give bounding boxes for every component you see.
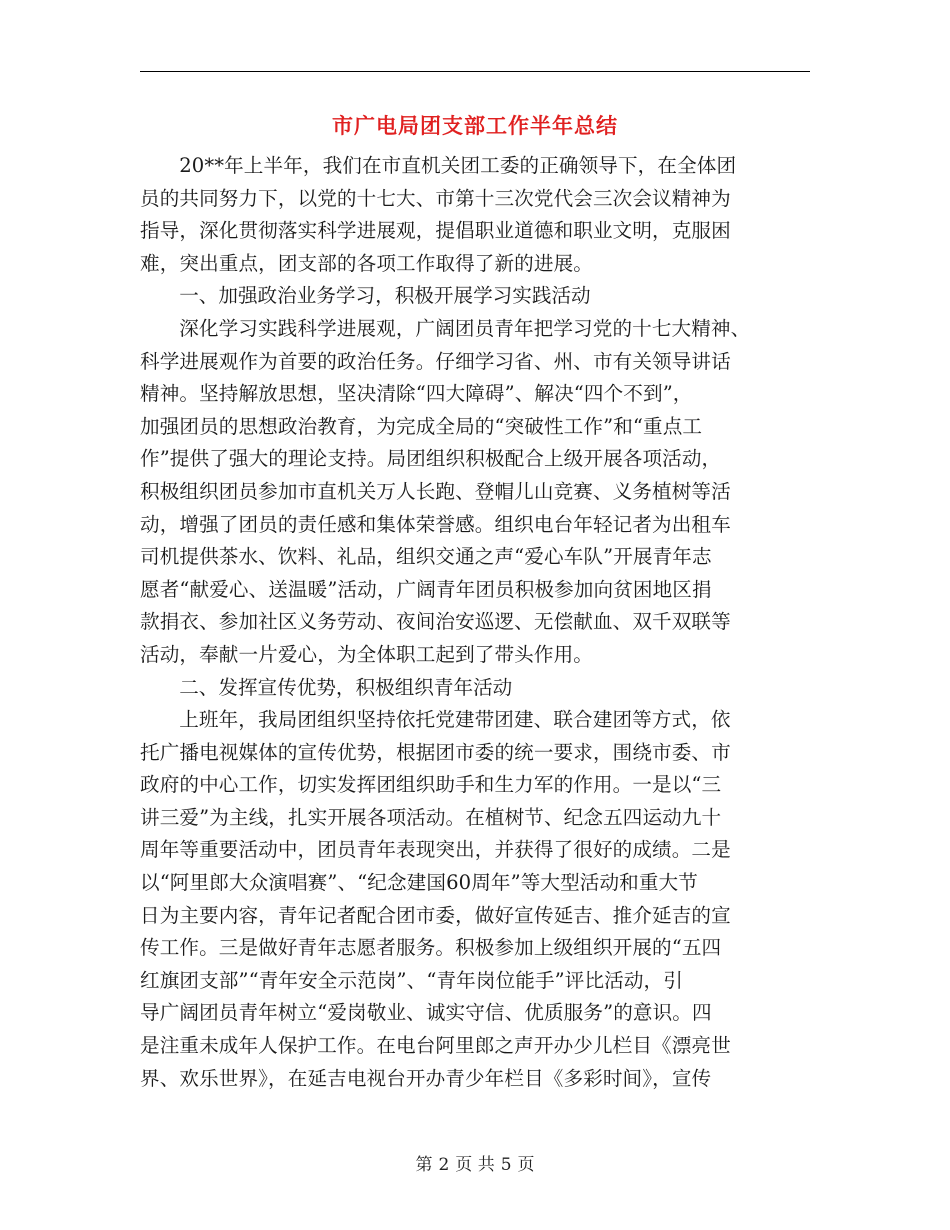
footer-middle: 页 共 bbox=[455, 1155, 495, 1175]
paragraph-section-1: 深化学习实践科学进展观，广阔团员青年把学习党的十七大精神、 科学进展观作为首要的政治任务。仔细学习省、州、市有关领导讲话 精神。坚持解放思想，坚决清除“四大障碍”、解决“四个不到”， 加强团员的思想政治教育，为完成全局的“突破性工作”和“重点工 作”提供了强大的理论支持。局团组织积极配合上级开展各项活动， 积极组织团员参加市直机关万人长跑、登帽儿山竞赛、义务植树等活 动，增强了团员的责任感和集体荣誉感。组织电台年轻记者为出租车 司机提供茶水、饮料、礼品，组织交通之声“爱心车队”开展青年志 愿者“献爱心、送温暖”活动，广阔青年团员积极参加向贫困地区捐 款捐衣、参加社区义务劳动、夜间治安巡逻、无偿献血、双千双联等 活动，奉献一片爱心，为全体职工起到了带头作用。 bbox=[140, 316, 751, 666]
section-heading-2: 二、发挥宣传优势，积极组织青年活动 bbox=[179, 675, 513, 699]
paragraph-intro: 20**年上半年，我们在市直机关团工委的正确领导下，在全体团 员的共同努力下，以党的十七大、市第十三次党代会三次会议精神为 指导，深化贯彻落实科学进展观，提倡职业道德和职业文明，克服困 难，突出重点，团支部的各项工作取得了新的进展。 bbox=[140, 154, 737, 275]
document-title: 市广电局团支部工作半年总结 bbox=[332, 113, 618, 138]
header-rule bbox=[140, 71, 810, 72]
footer-suffix: 页 bbox=[517, 1155, 535, 1175]
paragraph-section-2: 上班年，我局团组织坚持依托党建带团建、联合建团等方式，依 托广播电视媒体的宣传优势，根据团市委的统一要求，围绕市委、市 政府的中心工作，切实发挥团组织助手和生力军的作用。一是以“三 讲三爱”为主线，扎实开展各项活动。在植树节、纪念五四运动九十 周年等重要活动中，团员青年表现突出，并获得了很好的成绩。二是 以“阿里郎大众演唱赛”、“纪念建国60周年”等大型活动和重大节 日为主要内容，青年记者配合团市委，做好宣传延吉、推介延吉的宣 传工作。三是做好青年志愿者服务。积极参加上级组织开展的“五四 红旗团支部”“青年安全示范岗”、“青年岗位能手”评比活动，引 导广阔团员青年树立“爱岗敬业、诚实守信、优质服务”的意识。四 是注重未成年人保护工作。在电台阿里郎之声开办少儿栏目《漂亮世 界、欢乐世界》，在延吉电视台开办青少年栏目《多彩时间》，宣传 bbox=[140, 708, 731, 1090]
page-footer bbox=[0, 1154, 950, 1176]
footer-prefix: 第 bbox=[415, 1155, 433, 1175]
section-heading-1: 一、加强政治业务学习，积极开展学习实践活动 bbox=[179, 284, 591, 308]
footer-page-number: 2 bbox=[438, 1155, 450, 1175]
document-body bbox=[140, 150, 808, 1095]
footer-total-pages: 5 bbox=[500, 1155, 512, 1175]
